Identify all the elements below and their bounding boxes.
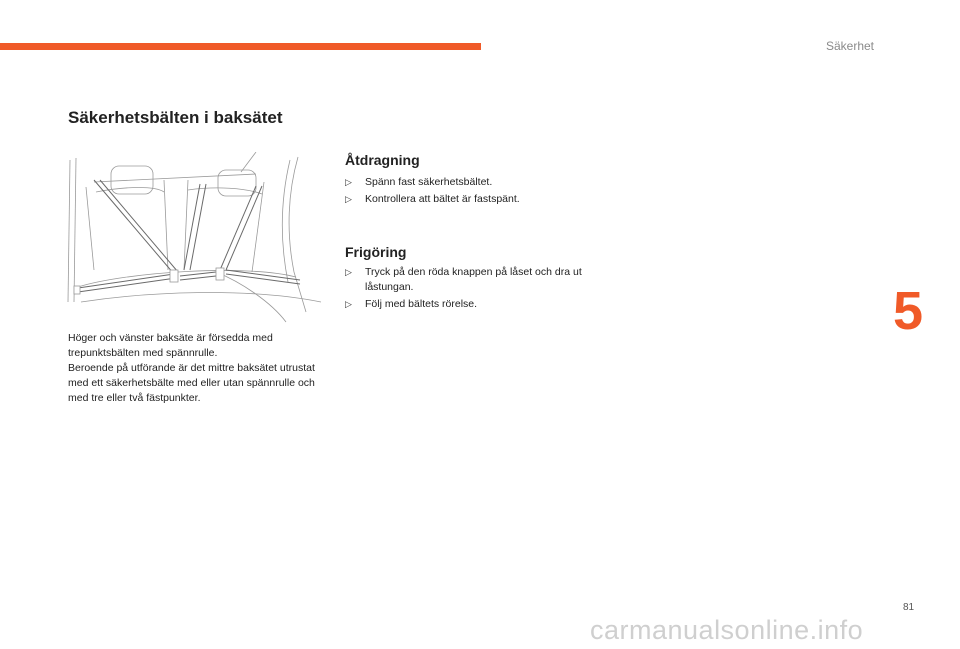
list-item [345,192,595,207]
step-text: Följ med bältets rörelse. [365,298,478,310]
step-text: Tryck på den röda knappen på låset och dra ut låstungan. [365,266,582,293]
list-item [345,265,595,295]
chapter-number: 5 [893,281,924,341]
list-item [345,175,595,190]
list-item [345,297,595,312]
arrow-bullet-icon: ▷ [345,299,352,309]
arrow-bullet-icon: ▷ [345,177,352,187]
step-text: Spänn fast säkerhetsbältet. [365,176,493,188]
section-label: Säkerhet [825,39,874,53]
fastening-steps [345,175,595,209]
rear-seat-belts-illustration [66,152,324,324]
arrow-bullet-icon: ▷ [345,267,352,277]
description-paragraph: Beroende på utförande är det mittre baksätet utrustat med ett säkerhetsbälte med eller utan spännrulle och med tre eller två fästpunkter. [68,362,315,404]
rear-seat-description [68,331,330,406]
release-steps [345,265,595,314]
watermark: carmanualsonline.info [590,615,864,645]
step-text: Kontrollera att bältet är fastspänt. [365,193,520,205]
release-heading: Frigöring [345,244,407,260]
header-accent-bar [0,43,481,50]
description-paragraph: Höger och vänster baksäte är försedda med trepunktsbälten med spännrulle. [68,332,273,359]
fastening-heading: Åtdragning [345,152,420,168]
arrow-bullet-icon: ▷ [345,194,352,204]
page-title: Säkerhetsbälten i baksätet [68,108,283,127]
page-number: 81 [903,602,915,613]
